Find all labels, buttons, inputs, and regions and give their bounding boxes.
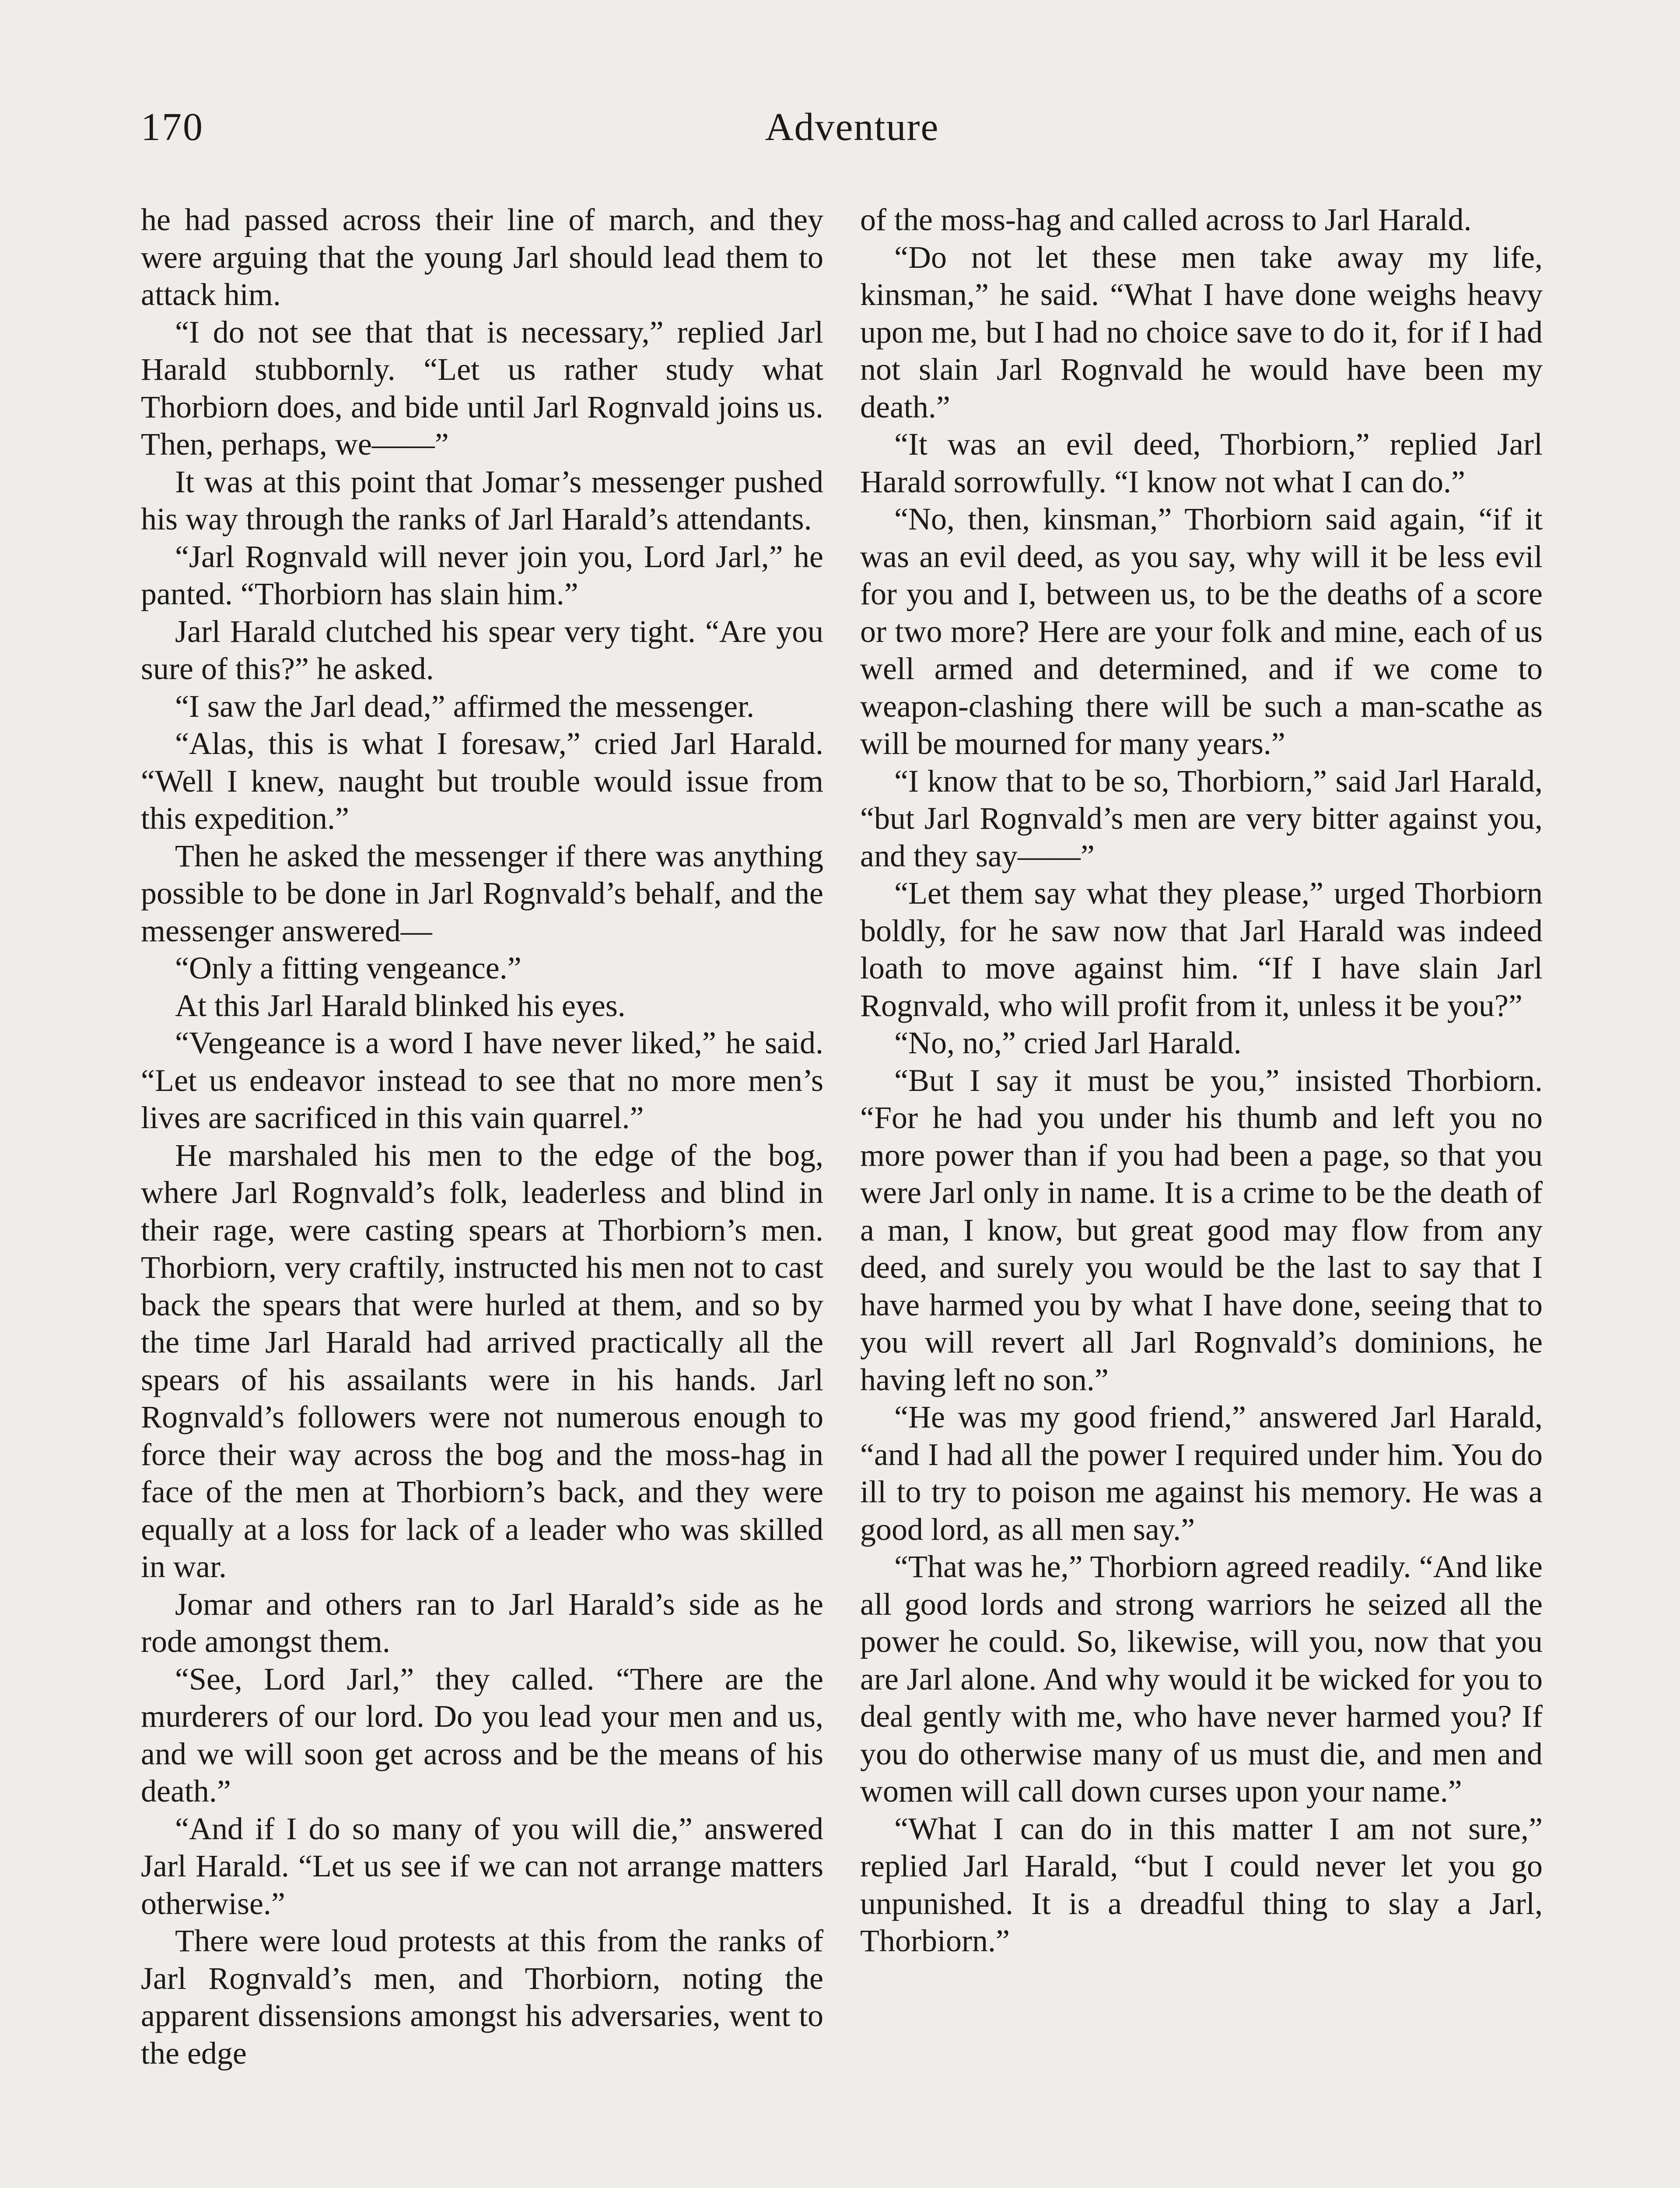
paragraph: “Do not let these men take away my life, kinsman,” he said. “What I have done weighs heavy upon me, but I had no choice save to do it, for if I had not slain Jarl Rognvald he would have been my death.” <box>860 239 1543 424</box>
paragraph: Then he asked the messenger if there was anything possible to be done in Jarl Rognvald’s behalf, and the messenger answered— <box>141 838 823 948</box>
paragraph: “He was my good friend,” answered Jarl Harald, “and I had all the power I required under him. You do ill to try to poison me against his memory. He was a good lord, as all men say.” <box>860 1399 1543 1547</box>
paragraph: It was at this point that Jomar’s messenger pushed his way through the ranks of Jarl Harald’s attendants. <box>141 464 823 536</box>
page-number: 170 <box>141 105 204 149</box>
paragraph: “But I say it must be you,” insisted Thorbiorn. “For he had you under his thumb and left you no more power than if you had been a page, so that you were Jarl only in name. It is a crime to be the death of a man, I know, but great good may flow from any deed, and surely you would be the last to say that I have harmed you by what I have done, seeing that to you will revert all Jarl Rognvald’s dominions, he having left no son.” <box>860 1062 1543 1397</box>
paragraph: “What I can do in this matter I am not sure,” replied Jarl Harald, “but I could never let you go unpunished. It is a dreadful thing to slay a Jarl, Thorbiorn.” <box>860 1811 1543 1958</box>
running-title: Adventure <box>765 105 939 149</box>
paragraph: “That was he,” Thorbiorn agreed readily. “And like all good lords and strong warriors he seized all the power he could. So, likewise, will you, now that you are Jarl alone. And why would it be wicked for you to deal gently with me, who have never harmed you? If you do otherwise many of us must die, and men and women will call down curses upon your name.” <box>860 1549 1543 1809</box>
paragraph: “It was an evil deed, Thorbiorn,” replied Jarl Harald sorrowfully. “I know not what I can do.” <box>860 427 1543 499</box>
paragraph: At this Jarl Harald blinked his eyes. <box>175 988 626 1023</box>
paragraph: of the moss-hag and called across to Jarl Harald. <box>860 202 1472 237</box>
paragraph: “I saw the Jarl dead,” affirmed the messenger. <box>175 688 755 724</box>
left-column <box>141 201 823 2072</box>
paragraph: Jarl Harald clutched his spear very tight. “Are you sure of this?” he asked. <box>141 614 823 686</box>
paragraph: “Alas, this is what I foresaw,” cried Jarl Harald. “Well I knew, naught but trouble would issue from this expedition.” <box>141 726 823 836</box>
right-column <box>860 201 1543 1960</box>
paragraph: “No, no,” cried Jarl Harald. <box>894 1025 1242 1060</box>
paragraph: “See, Lord Jarl,” they called. “There are the murderers of our lord. Do you lead your men and us, and we will soon get across and be the means of his death.” <box>141 1661 823 1809</box>
paragraph: “Jarl Rognvald will never join you, Lord Jarl,” he panted. “Thorbiorn has slain him.” <box>141 539 823 611</box>
paragraph: “Vengeance is a word I have never liked,” he said. “Let us endeavor instead to see that no more men’s lives are sacrificed in this vain quarrel.” <box>141 1025 823 1135</box>
paragraph: he had passed across their line of march, and they were arguing that the young Jarl should lead them to attack him. <box>141 202 823 312</box>
paragraph: “I know that to be so, Thorbiorn,” said Jarl Harald, “but Jarl Rognvald’s men are very bitter against you, and they say——” <box>860 763 1543 873</box>
paragraph: “And if I do so many of you will die,” answered Jarl Harald. “Let us see if we can not arrange matters otherwise.” <box>141 1811 823 1921</box>
paragraph: “Only a fitting vengeance.” <box>175 950 522 985</box>
paragraph: “No, then, kinsman,” Thorbiorn said again, “if it was an evil deed, as you say, why will it be less evil for you and I, between us, to be the deaths of a score or two more? Here are your folk and mine, each of us well armed and determined, and if we come to weapon-clashing there will be such a man-scathe as will be mourned for many years.” <box>860 501 1543 761</box>
paragraph: He marshaled his men to the edge of the bog, where Jarl Rognvald’s folk, leaderless and blind in their rage, were casting spears at Thorbiorn’s men. Thorbiorn, very craftily, instructed his men not to cast back the spears that were hurled at them, and so by the time Jarl Harald had arrived practically all the spears of his assailants were in his hands. Jarl Rognvald’s followers were not numerous enough to force their way across the bog and the moss-hag in face of the men at Thorbiorn’s back, and they were equally at a loss for lack of a leader who was skilled in war. <box>141 1137 823 1584</box>
paragraph: “Let them say what they please,” urged Thorbiorn boldly, for he saw now that Jarl Harald was indeed loath to move against him. “If I have slain Jarl Rognvald, who will profit from it, unless it be you?” <box>860 876 1543 1023</box>
paragraph: There were loud protests at this from the ranks of Jarl Rognvald’s men, and Thorbiorn, noting the apparent dissensions amongst his adversaries, went to the edge <box>141 1923 823 2071</box>
paragraph: “I do not see that that is necessary,” replied Jarl Harald stubbornly. “Let us rather study what Thorbiorn does, and bide until Jarl Rognvald joins us. Then, perhaps, we——” <box>141 314 823 462</box>
paragraph: Jomar and others ran to Jarl Harald’s side as he rode amongst them. <box>141 1586 823 1659</box>
